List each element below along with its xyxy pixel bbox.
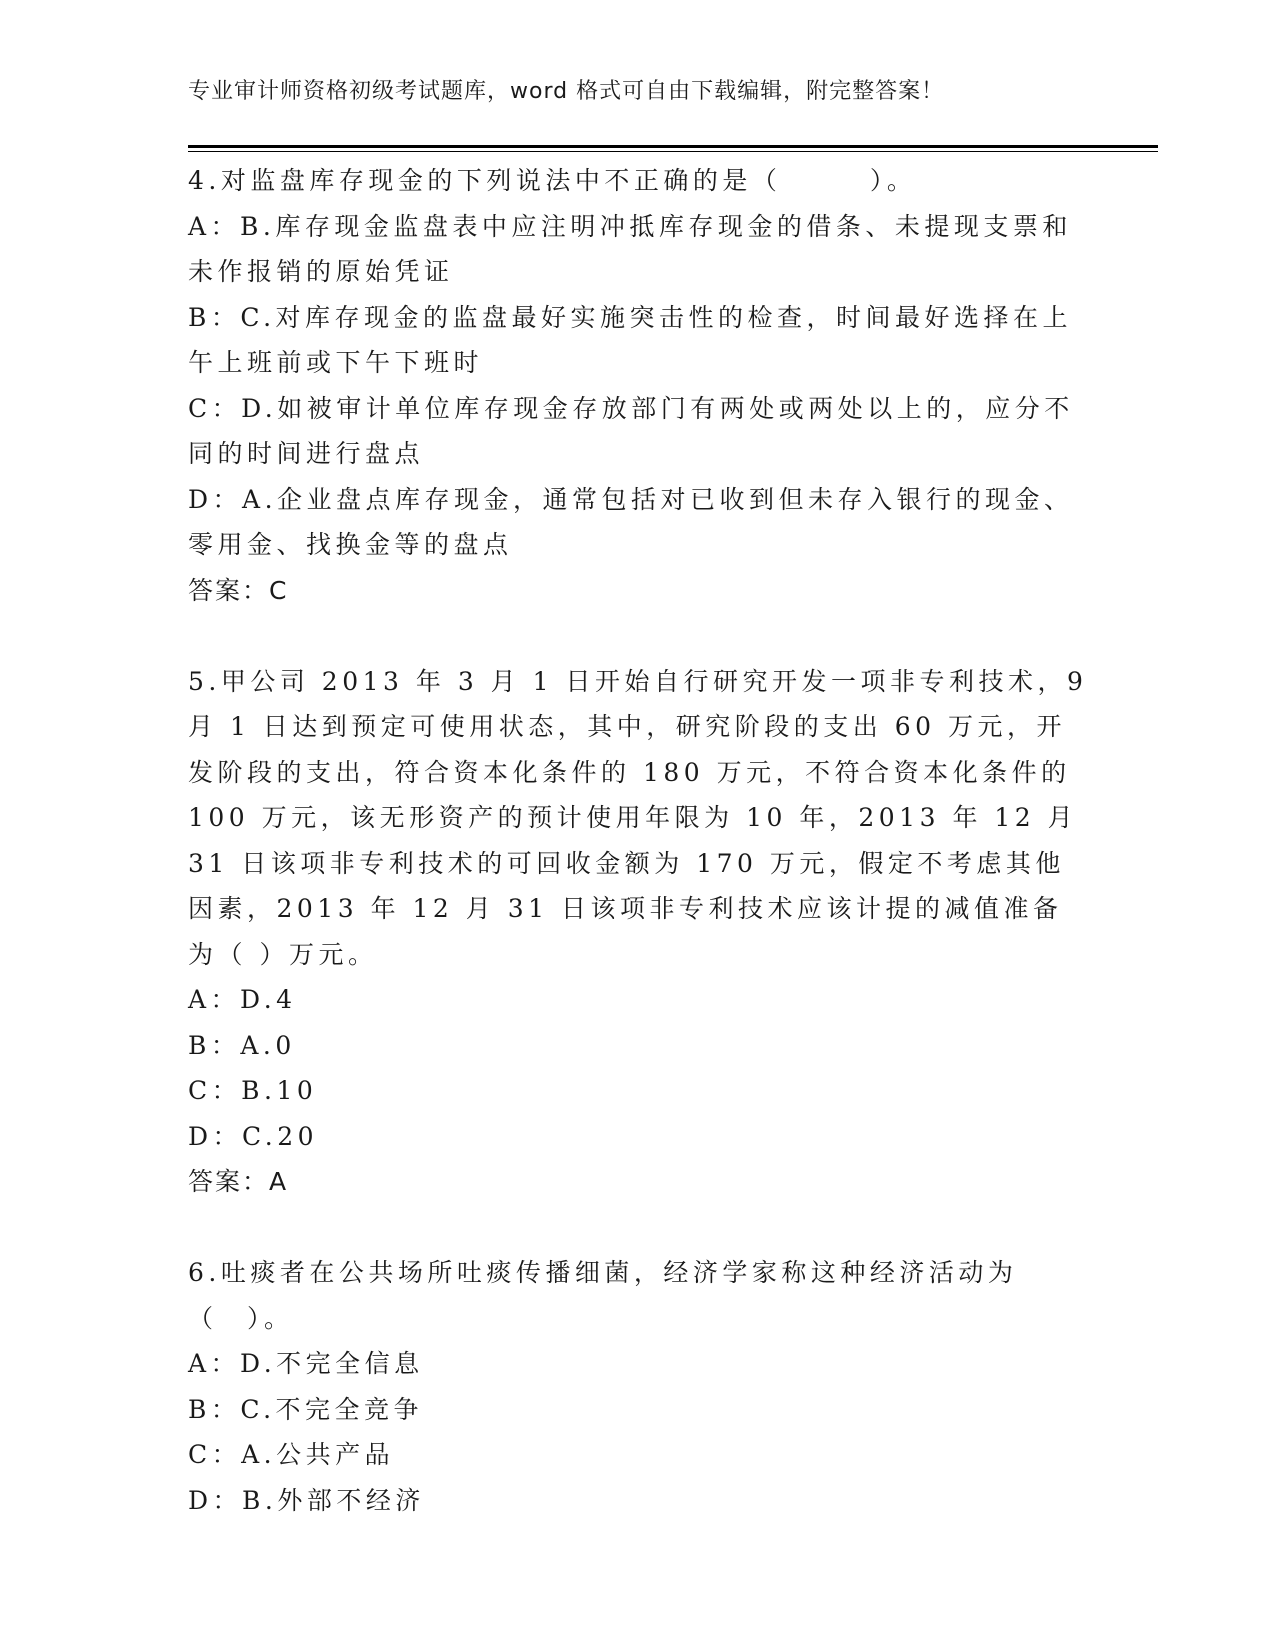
option-a: A：D.4 (188, 985, 297, 1014)
option-c: C：D.如被审计单位库存现金存放部门有两处或两处以上的，应分不同的时间进行盘点 (188, 393, 1074, 468)
question-list (188, 158, 1088, 1523)
question-6 (188, 1250, 1088, 1523)
question-spacer (188, 613, 1088, 659)
option-c: C：B.10 (188, 1076, 318, 1105)
option-d: D：B.外部不经济 (188, 1485, 425, 1515)
question-5 (188, 659, 1088, 1205)
option-c: C：A.公共产品 (188, 1440, 395, 1469)
answer-line: 答案：C (188, 575, 289, 605)
option-b: B：A.0 (188, 1030, 296, 1060)
option-b: B：C.不完全竞争 (188, 1394, 424, 1424)
question-stem: 6.吐痰者在公共场所吐痰传播细菌，经济学家称这种经济活动为（ ）。 (188, 1258, 1018, 1333)
option-d: D：A.企业盘点库存现金，通常包括对已收到但未存入银行的现金、零用金、找换金等的盘点 (188, 484, 1074, 559)
question-stem: 4.对监盘库存现金的下列说法中不正确的是（ ）。 (188, 166, 917, 195)
option-a: A：B.库存现金监盘表中应注明冲抵库存现金的借条、未提现支票和未作报销的原始凭证 (188, 211, 1072, 286)
question-spacer (188, 1205, 1088, 1251)
header-rule-thin (188, 151, 1158, 152)
option-b: B：C.对库存现金的监盘最好实施突击性的检查，时间最好选择在上午上班前或下午下班时 (188, 302, 1073, 377)
header-rule-thick (188, 145, 1158, 148)
page-header: 专业审计师资格初级考试题库，word 格式可自由下载编辑，附完整答案！ (188, 79, 945, 104)
answer-line: 答案：A (188, 1167, 289, 1196)
option-d: D：C.20 (188, 1121, 319, 1151)
question-stem: 5.甲公司 2013 年 3 月 1 日开始自行研究开发一项非专利技术，9 月 1 日达到预定可使用状态，其中，研究阶段的支出 60 万元，开发阶段的支出，符合资本化条件的 180 万元，不符合资本化条件的 100 万元，该无形资产的预计使用年限为 10 年，2013 年 12 月 31 日该项非专利技术的可回收金额为 170 万元，假定不考虑其他因素，2013 年 12 月 31 日该项非专利技术应该计提的减值准备为（ ）万元。 (188, 666, 1088, 969)
option-a: A：D.不完全信息 (188, 1349, 424, 1378)
question-4 (188, 158, 1088, 613)
